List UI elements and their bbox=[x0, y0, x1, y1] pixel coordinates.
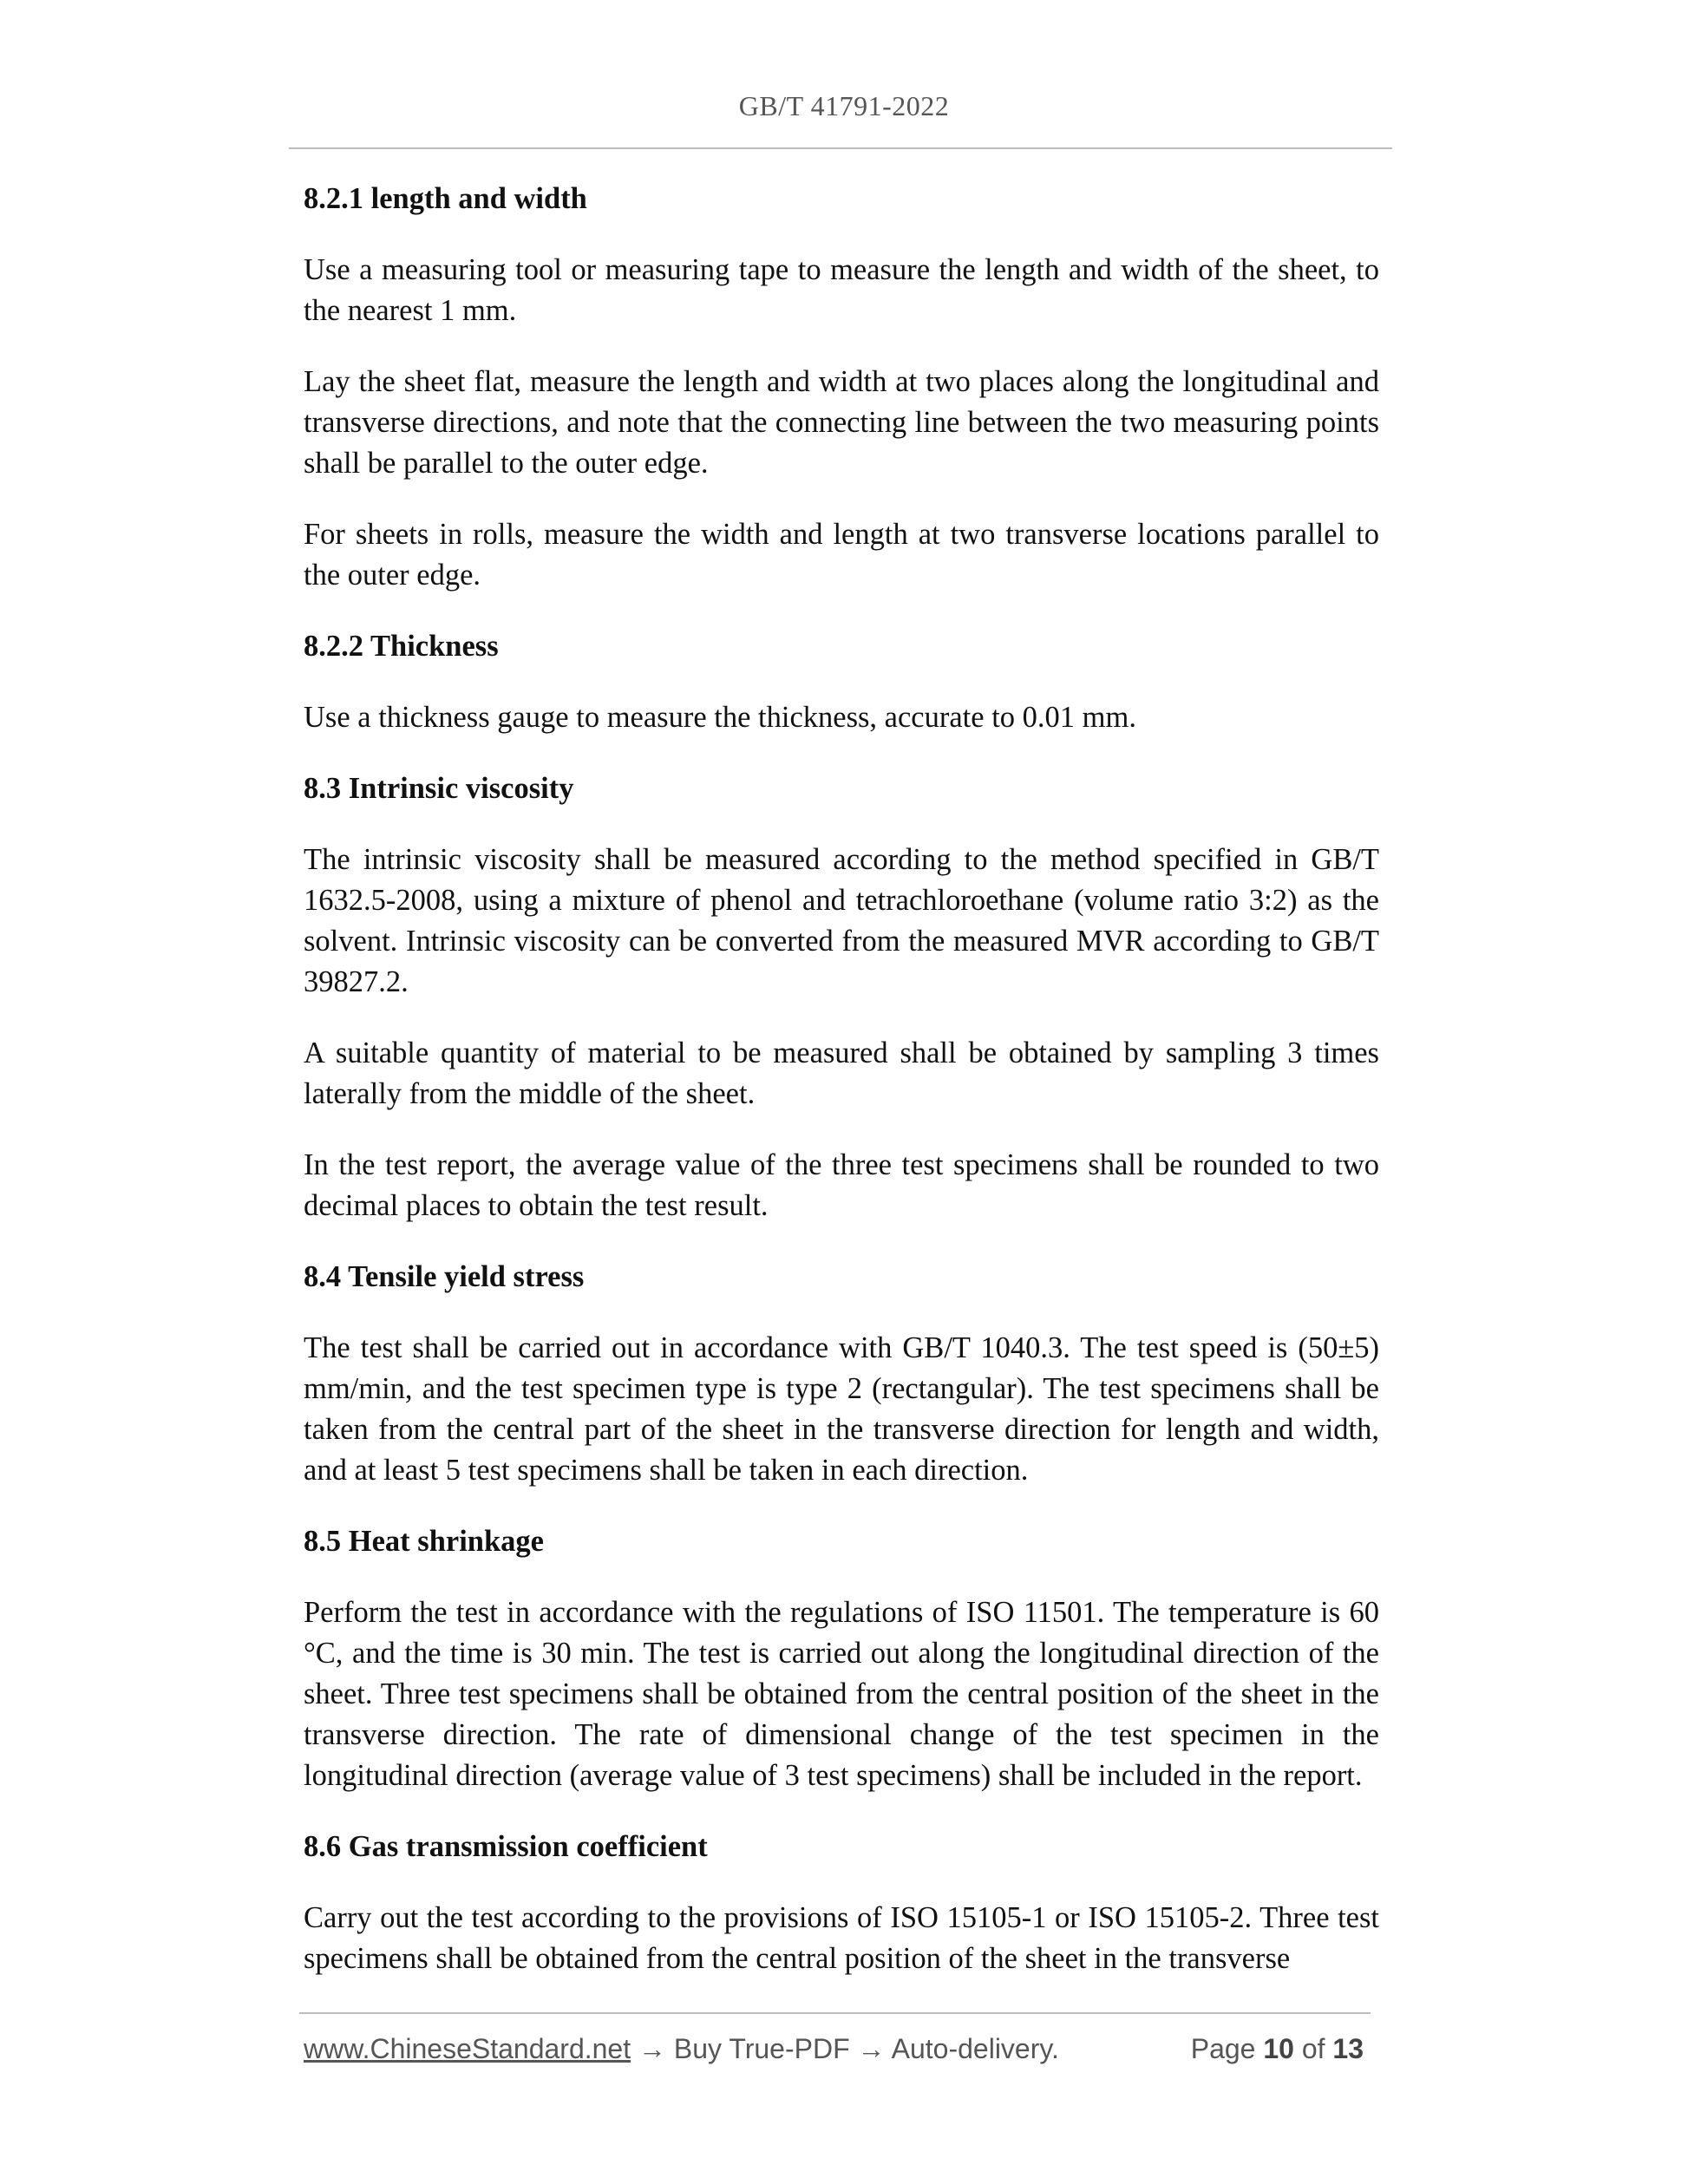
section-8-5 bbox=[304, 1521, 1379, 1796]
section-heading: 8.3 Intrinsic viscosity bbox=[304, 772, 574, 805]
section-8-2-2 bbox=[304, 626, 1379, 738]
page-footer bbox=[304, 2031, 1371, 2066]
total-page-count: 13 bbox=[1332, 2033, 1364, 2064]
section-heading: 8.5 Heat shrinkage bbox=[304, 1525, 544, 1558]
paragraph: Use a thickness gauge to measure the thickness, accurate to 0.01 mm. bbox=[304, 701, 1136, 734]
paragraph: A suitable quantity of material to be measured shall be obtained by sampling 3 times laterally from the middle of the sheet. bbox=[304, 1036, 1379, 1110]
section-8-3 bbox=[304, 768, 1379, 1226]
paragraph: Perform the test in accordance with the regulations of ISO 11501. The temperature is 60 °C, and the time is 30 min. The test is carried out along the longitudinal direction of the sheet. Three test specimens shall be obtained from the central position of the sheet in the transverse direction. The rate of dimensional change of the test specimen in the longitudinal direction (average value of 3 test specimens) shall be included in the report. bbox=[304, 1596, 1379, 1792]
page-label: Page bbox=[1190, 2033, 1256, 2064]
auto-delivery-text: Auto-delivery. bbox=[891, 2033, 1059, 2064]
arrow-icon: → bbox=[857, 2033, 886, 2064]
section-heading: 8.2.1 length and width bbox=[304, 182, 587, 215]
section-8-4 bbox=[304, 1257, 1379, 1491]
paragraph: For sheets in rolls, measure the width and length at two transverse locations parallel to the outer edge. bbox=[304, 518, 1379, 592]
website-link[interactable]: www.ChineseStandard.net bbox=[304, 2033, 631, 2064]
section-heading: 8.4 Tensile yield stress bbox=[304, 1260, 585, 1293]
section-heading: 8.2.2 Thickness bbox=[304, 630, 499, 663]
section-heading: 8.6 Gas transmission coefficient bbox=[304, 1830, 708, 1863]
section-8-6 bbox=[304, 1827, 1379, 1979]
of-label: of bbox=[1301, 2033, 1325, 2064]
paragraph: Carry out the test according to the provisions of ISO 15105-1 or ISO 15105-2. Three test specimens shall be obtained from the central position of the sheet in the transverse bbox=[304, 1901, 1379, 1975]
paragraph: The intrinsic viscosity shall be measured according to the method specified in GB/T 1632.5-2008, using a mixture of phenol and tetrachloroethane (volume ratio 3:2) as the solvent. Intrinsic viscosity can be converted from the measured MVR according to GB/T 39827.2. bbox=[304, 843, 1379, 998]
arrow-icon: → bbox=[638, 2033, 666, 2064]
document-body bbox=[304, 179, 1379, 2010]
footer-divider bbox=[299, 2012, 1371, 2014]
buy-true-pdf-text: Buy True-PDF bbox=[673, 2033, 850, 2064]
document-id-header: GB/T 41791-2022 bbox=[738, 90, 950, 121]
current-page-number: 10 bbox=[1263, 2033, 1294, 2064]
section-8-2-1 bbox=[304, 179, 1379, 596]
paragraph: Use a measuring tool or measuring tape to measure the length and width of the sheet, to the nearest 1 mm. bbox=[304, 253, 1379, 327]
paragraph: In the test report, the average value of the three test specimens shall be rounded to two decimal places to obtain the test result. bbox=[304, 1148, 1379, 1222]
paragraph: Lay the sheet flat, measure the length and width at two places along the longitudinal and transverse directions, and note that the connecting line between the two measuring points shall be parallel to the outer edge. bbox=[304, 365, 1379, 480]
paragraph: The test shall be carried out in accordance with GB/T 1040.3. The test speed is (50±5) mm/min, and the test specimen type is type 2 (rectangular). The test specimens shall be taken from the central part of the sheet in the transverse direction for length and width, and at least 5 test specimens shall be taken in each direction. bbox=[304, 1331, 1379, 1487]
header-divider bbox=[289, 147, 1392, 149]
page-indicator bbox=[1191, 2031, 1364, 2066]
